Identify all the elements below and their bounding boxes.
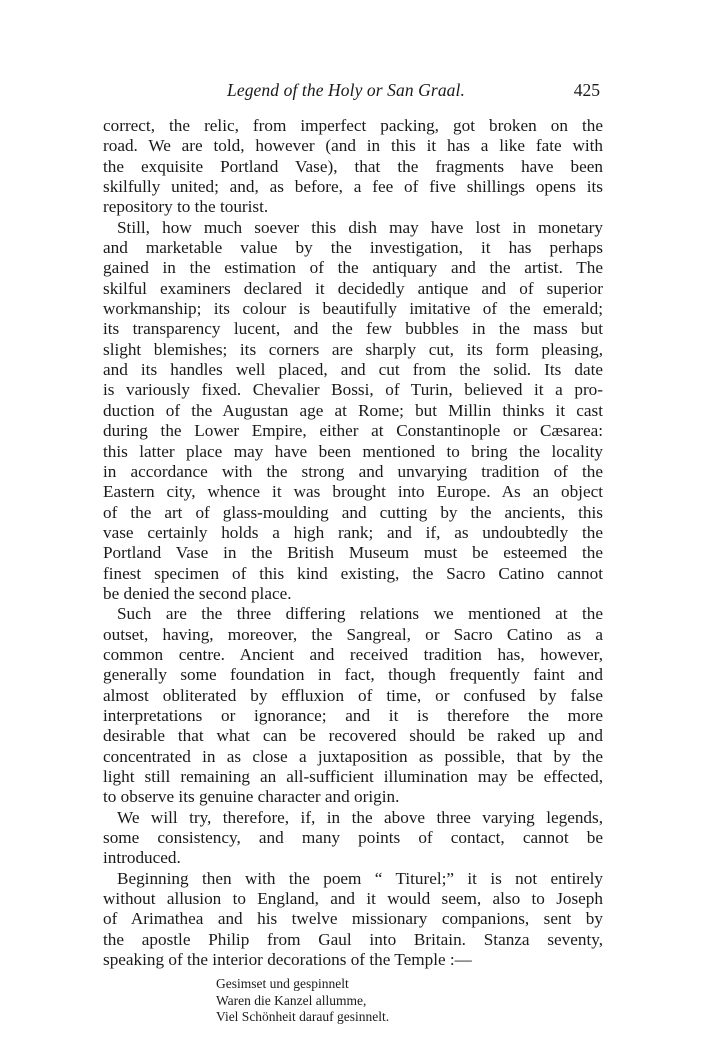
text-line: Still, how much soever this dish may have lost in monetary — [117, 217, 603, 237]
body-text — [103, 116, 603, 970]
text-line: of the art of glass-moulding and cutting by the ancients, this — [103, 502, 603, 522]
text-line: and marketable value by the investigation, it has perhaps — [103, 238, 603, 258]
book-page — [103, 80, 603, 1026]
text-line: its transparency lucent, and the few bubbles in the mass but — [103, 319, 603, 339]
verse-line: Viel Schönheit darauf gesinnelt. — [216, 1009, 390, 1025]
text-line: during the Lower Empire, either at Constantinople or Cæsarea: — [103, 421, 603, 441]
text-line: We will try, therefore, if, in the above three varying legends, — [117, 807, 603, 827]
text-line: vase certainly holds a high rank; and if, as undoubtedly the — [103, 522, 603, 542]
verse-line: Gesimset und gespinnelt — [216, 976, 349, 992]
verse-line: Waren die Kanzel allumme, — [216, 992, 367, 1008]
verse-quotation — [216, 976, 603, 1026]
text-line: outset, having, moreover, the Sangreal, or Sacro Catino as a — [103, 624, 603, 644]
text-line: without allusion to England, and it would seem, also to Joseph — [103, 889, 603, 909]
page-number: 425 — [573, 80, 600, 100]
text-line: workmanship; its colour is beautifully imitative of the emerald; — [103, 299, 603, 319]
text-line: almost obliterated by effluxion of time, or confused by false — [103, 685, 603, 705]
text-line: generally some foundation in fact, though frequently faint and — [103, 665, 603, 685]
text-line: speaking of the interior decorations of the Temple :— — [103, 950, 472, 970]
running-title: Legend of the Holy or San Graal. — [227, 80, 465, 100]
text-line: road. We are told, however (and in this it has a like fate with — [103, 136, 603, 156]
text-line: correct, the relic, from imperfect packing, got broken on the — [103, 116, 603, 135]
text-line: is variously fixed. Chevalier Bossi, of Turin, believed it a pro- — [103, 380, 603, 400]
text-line: be denied the second place. — [103, 583, 292, 603]
text-line: desirable that what can be recovered should be raked up and — [103, 726, 603, 746]
text-line: introduced. — [103, 848, 181, 868]
text-line: skilful examiners declared it decidedly antique and of superior — [103, 278, 603, 298]
text-line: light still remaining an all-sufficient illumination may be effected, — [103, 767, 603, 786]
text-line: repository to the tourist. — [103, 197, 269, 217]
text-line: finest specimen of this kind existing, the Sacro Catino cannot — [103, 563, 603, 583]
text-line: in accordance with the strong and unvarying tradition of the — [103, 461, 603, 481]
text-line: Portland Vase in the British Museum must be esteemed the — [103, 543, 603, 563]
text-line: and its handles well placed, and cut from the solid. Its date — [103, 360, 603, 380]
text-line: slight blemishes; its corners are sharply cut, its form pleasing, — [103, 339, 603, 359]
text-line: Beginning then with the poem “ Titurel;” it is not entirely — [117, 868, 603, 888]
text-line: duction of the Augustan age at Rome; but Millin thinks it cast — [103, 400, 603, 420]
text-line: concentrated in as close a juxtaposition as possible, that by the — [103, 746, 603, 766]
running-header — [103, 80, 603, 106]
text-line: this latter place may have been mentioned to bring the locality — [103, 441, 603, 461]
text-line: Eastern city, whence it was brought into Europe. As an object — [103, 482, 603, 502]
text-line: skilfully united; and, as before, a fee of five shillings opens its — [103, 177, 603, 197]
text-line: interpretations or ignorance; and it is therefore the more — [103, 705, 603, 725]
text-line: to observe its genuine character and origin. — [103, 787, 400, 807]
text-line: common centre. Ancient and received tradition has, however, — [103, 644, 603, 664]
text-line: the exquisite Portland Vase), that the fragments have been — [103, 156, 603, 176]
text-line: some consistency, and many points of contact, cannot be — [103, 828, 603, 848]
text-line: of Arimathea and his twelve missionary companions, sent by — [103, 909, 603, 929]
text-line: gained in the estimation of the antiquary and the artist. The — [103, 258, 603, 278]
text-line: Such are the three differing relations we mentioned at the — [117, 604, 603, 624]
text-line: the apostle Philip from Gaul into Britain. Stanza seventy, — [103, 929, 603, 949]
